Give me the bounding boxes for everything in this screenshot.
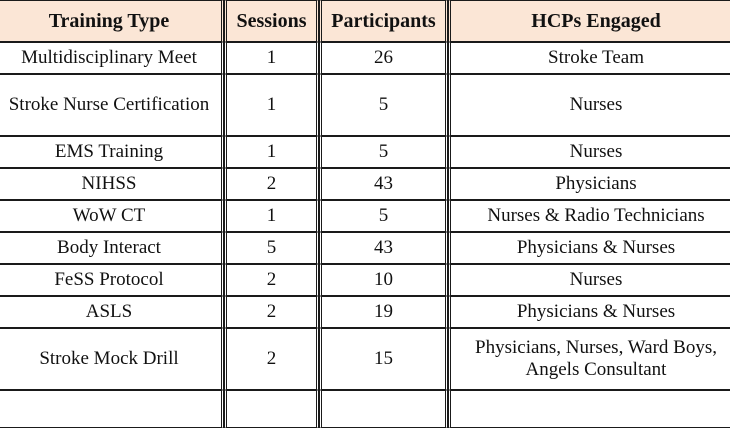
cell-hcps-engaged: Physicians & Nurses <box>448 232 730 264</box>
cell-hcps-engaged: Physicians <box>448 168 730 200</box>
cell-hcps-engaged <box>448 390 730 428</box>
cell-hcps-engaged: Stroke Team <box>448 42 730 74</box>
table-row <box>0 200 730 232</box>
cell-participants: 26 <box>319 42 448 74</box>
cell-training-type: Body Interact <box>0 232 224 264</box>
cell-hcps-engaged: Nurses <box>448 264 730 296</box>
cell-sessions: 1 <box>224 74 319 136</box>
cell-training-type: Multidisciplinary Meet <box>0 42 224 74</box>
cell-hcps-engaged: Physicians & Nurses <box>448 296 730 328</box>
cell-participants: 15 <box>319 328 448 390</box>
cell-participants <box>319 390 448 428</box>
header-participants: Participants <box>319 0 448 42</box>
cell-sessions <box>224 390 319 428</box>
cell-participants: 5 <box>319 136 448 168</box>
table-row <box>0 168 730 200</box>
cell-sessions: 2 <box>224 168 319 200</box>
cell-participants: 43 <box>319 168 448 200</box>
cell-hcps-engaged: Nurses & Radio Technicians <box>448 200 730 232</box>
table-row <box>0 264 730 296</box>
cell-hcps-engaged: Nurses <box>448 74 730 136</box>
cell-training-type: WoW CT <box>0 200 224 232</box>
cell-training-type: NIHSS <box>0 168 224 200</box>
header-sessions: Sessions <box>224 0 319 42</box>
cell-sessions: 2 <box>224 264 319 296</box>
cell-participants: 43 <box>319 232 448 264</box>
cell-training-type: ASLS <box>0 296 224 328</box>
cell-participants: 5 <box>319 74 448 136</box>
table-row <box>0 328 730 390</box>
table-row <box>0 390 730 428</box>
cell-sessions: 5 <box>224 232 319 264</box>
header-hcps-engaged: HCPs Engaged <box>448 0 730 42</box>
cell-training-type: Stroke Nurse Certification <box>0 74 224 136</box>
cell-training-type: Stroke Mock Drill <box>0 328 224 390</box>
table-row <box>0 136 730 168</box>
table-row <box>0 42 730 74</box>
table-row <box>0 74 730 136</box>
header-row <box>0 0 730 42</box>
cell-sessions: 2 <box>224 328 319 390</box>
cell-sessions: 1 <box>224 200 319 232</box>
cell-hcps-engaged: Physicians, Nurses, Ward Boys, Angels Consultant <box>448 328 730 390</box>
cell-training-type: EMS Training <box>0 136 224 168</box>
cell-participants: 10 <box>319 264 448 296</box>
cell-sessions: 1 <box>224 136 319 168</box>
table-row <box>0 296 730 328</box>
table-row <box>0 232 730 264</box>
cell-participants: 19 <box>319 296 448 328</box>
cell-training-type <box>0 390 224 428</box>
cell-sessions: 2 <box>224 296 319 328</box>
header-training-type: Training Type <box>0 0 224 42</box>
cell-participants: 5 <box>319 200 448 232</box>
cell-training-type: FeSS Protocol <box>0 264 224 296</box>
cell-hcps-engaged: Nurses <box>448 136 730 168</box>
cell-sessions: 1 <box>224 42 319 74</box>
